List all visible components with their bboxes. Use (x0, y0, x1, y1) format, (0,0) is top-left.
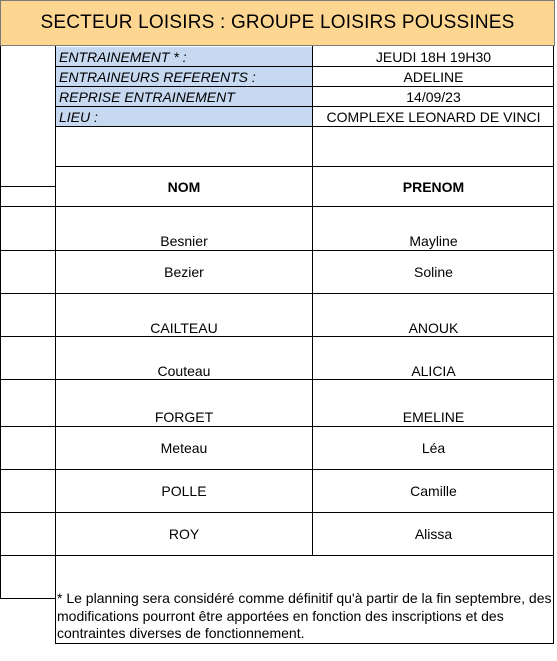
cell-nom: Meteau (160, 440, 208, 456)
cell-prenom: Mayline (409, 233, 458, 249)
cell-prenom: Alissa (414, 526, 453, 542)
header-nom: NOM (167, 178, 201, 195)
cell-prenom: Soline (414, 264, 453, 280)
header-prenom: PRENOM (402, 178, 465, 195)
info-label-entrainement: ENTRAINEMENT * : (56, 47, 312, 66)
cell-nom: POLLE (161, 483, 207, 499)
cell-prenom: ANOUK (408, 320, 459, 336)
cell-nom: FORGET (154, 409, 214, 425)
cell-prenom: Léa (421, 440, 446, 456)
cell-nom: ROY (168, 526, 200, 542)
info-label-entraineurs: ENTRAINEURS REFERENTS : (56, 67, 312, 86)
info-label-reprise: REPRISE ENTRAINEMENT (56, 87, 312, 106)
cell-nom: Couteau (157, 363, 211, 379)
footnote: * Le planning sera considéré comme définitif qu'à partir de la fin septembre, des modifications pourront être apportées en fonction des inscriptions et des contraintes diverses de fonctionnement. (57, 590, 552, 641)
cell-nom: CAILTEAU (150, 320, 218, 336)
info-value-lieu: COMPLEXE LEONARD DE VINCI (326, 108, 541, 125)
info-value-reprise: 14/09/23 (406, 88, 461, 105)
cell-nom: Bezier (164, 264, 204, 280)
info-label-lieu: LIEU : (56, 107, 312, 126)
cell-prenom: Camille (410, 483, 457, 499)
page-title: SECTEUR LOISIRS : GROUPE LOISIRS POUSSINES (0, 0, 555, 46)
cell-prenom: ALICIA (411, 363, 456, 379)
cell-prenom: EMELINE (402, 409, 465, 425)
info-value-entrainement: JEUDI 18H 19H30 (375, 48, 492, 65)
cell-nom: Besnier (160, 233, 208, 249)
info-value-entraineurs: ADELINE (403, 68, 464, 85)
